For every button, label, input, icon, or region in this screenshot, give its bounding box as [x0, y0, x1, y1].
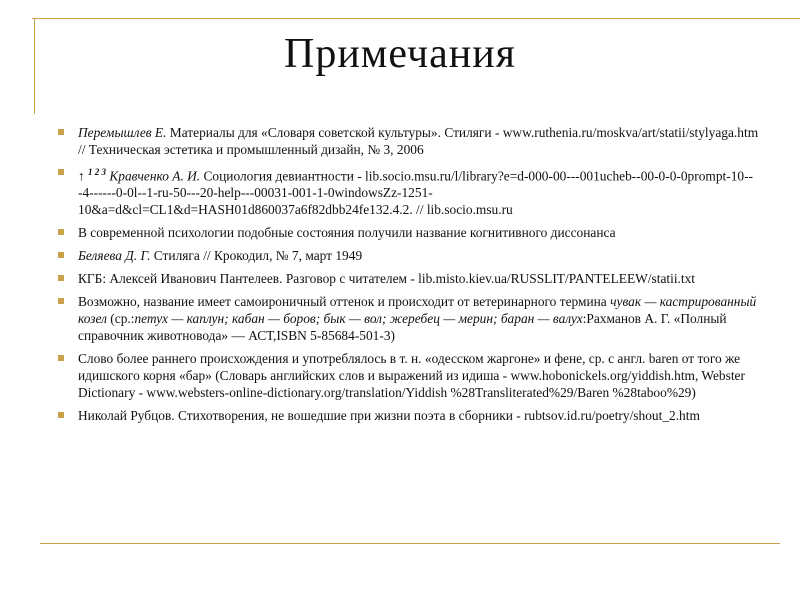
square-bullet-icon — [58, 275, 64, 281]
notes-list — [58, 124, 760, 430]
frame-bottom-line — [40, 543, 780, 544]
square-bullet-icon — [58, 169, 64, 175]
square-bullet-icon — [58, 129, 64, 135]
note-text: Стиляга // Крокодил, № 7, март 1949 — [150, 248, 363, 264]
note-text: Николай Рубцов. Стихотворения, не вошедшие при жизни поэта в сборники - rubtsov.id.ru/poetry/shout_2.htm — [78, 408, 700, 424]
square-bullet-icon — [58, 229, 64, 235]
note-text: (ср.: — [106, 311, 135, 327]
note-text: Возможно, название имеет самоироничный оттенок и происходит от ветеринарного термина — [78, 294, 611, 310]
note-author: Перемышлев Е. — [78, 125, 167, 140]
note-text: Материалы для «Словаря советской культуры». Стиляги - www.ruthenia.ru/moskva/art/statii/stylyaga.htm // Техническая эстетика и промышленный дизайн, № 3, 2006 — [78, 125, 759, 157]
note-text: Слово более раннего происхождения и употреблялось в т. н. «одесском жаргоне» и фене, ср. с англ. baren от того же идишского корня «бар» (Словарь английских слов и выражений из идиша - www.hobonickels.org/yiddish.htm, Webster Dictionary - www.websters-online-dictionary.org/translation/Yiddish %28Transliterated%29/Baren %28taboo%29) — [78, 351, 745, 401]
square-bullet-icon — [58, 355, 64, 361]
list-item — [58, 350, 760, 401]
note-text: :Рахманов А. Г. «Полный справочник животновода» — АСТ,ISBN 5-85684-501-3) — [78, 311, 727, 344]
page-title: Примечания — [283, 31, 517, 77]
note-author: Кравченко А. И. — [106, 168, 201, 184]
list-item — [58, 270, 760, 287]
note-text: КГБ: Алексей Иванович Пантелеев. Разговор с читателем - lib.misto.kiev.ua/RUSSLIT/PANTELEEW/statii.txt — [78, 271, 696, 287]
list-item — [58, 407, 760, 424]
note-text: Социология девиантности - lib.socio.msu.ru/l/library?e=d-000-00---001ucheb--00-0-0-0prompt-10---4------0-0l--1-ru-50---20-help---00031-001-1-0windowsZz-1251-10&a=d&cl=CL1&d=HASH01d860037a6f82dbb24fe132.4.2. // lib.socio.msu.ru — [78, 168, 754, 218]
note-term: петух — каплун; кабан — боров; бык — вол; жеребец — мерин; баран — валух — [134, 311, 583, 327]
note-author: Беляева Д. Г. — [78, 248, 151, 264]
list-item — [58, 247, 760, 264]
back-arrow[interactable]: ↑ — [78, 168, 89, 184]
square-bullet-icon — [58, 252, 64, 258]
frame-top-line — [32, 18, 800, 19]
ref-numbers[interactable]: 1 2 3 — [88, 167, 107, 177]
square-bullet-icon — [58, 298, 64, 304]
list-item — [58, 293, 760, 344]
square-bullet-icon — [58, 412, 64, 418]
note-text: В современной психологии подобные состояния получили название когнитивного диссонанса — [78, 225, 616, 241]
list-item — [58, 164, 760, 218]
list-item — [58, 124, 760, 158]
list-item — [58, 224, 760, 241]
note-term: чувак — кастрированный козел — [78, 294, 757, 327]
